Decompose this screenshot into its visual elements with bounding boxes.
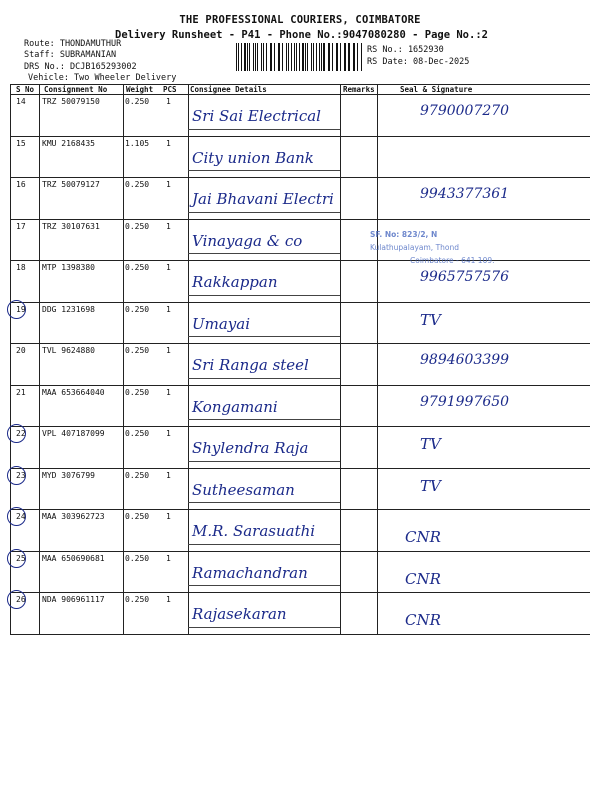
consignment-number: DDG 1231698 — [42, 304, 95, 314]
company-title: THE PROFESSIONAL COURIERS, COIMBATORE — [179, 14, 421, 26]
pieces-count: 1 — [166, 180, 171, 189]
consignee-name: Sri Sai Electrical — [192, 107, 321, 125]
serial-number: 26 — [16, 595, 26, 604]
table-row — [10, 220, 590, 262]
consignment-number: KMU 2168435 — [42, 138, 95, 148]
signature-text: 9894603399 — [420, 352, 510, 368]
pieces-count: 1 — [166, 221, 171, 231]
consignee-name: Rajasekaran — [192, 605, 287, 623]
col-header-remarks: Remarks — [343, 85, 375, 94]
pieces-count: 1 — [166, 553, 171, 563]
pieces-count: 1 — [166, 97, 171, 106]
consignee-name: Vinayaga & co — [192, 231, 303, 250]
weight-value: 0.250 — [125, 304, 150, 314]
pieces-count: 1 — [166, 346, 171, 355]
signature-text: 9790007270 — [420, 103, 510, 119]
weight-value: 0.250 — [125, 346, 150, 355]
serial-number: 14 — [16, 97, 26, 106]
serial-number: 19 — [16, 304, 26, 314]
consignment-number: MAA 650690681 — [42, 553, 105, 563]
stamp-line-1: SF. No: 823/2, N — [370, 230, 438, 239]
table-row — [10, 178, 590, 220]
col-header-consignee: Consignee Details — [190, 85, 267, 94]
weight-value: 0.250 — [125, 180, 150, 189]
drs-text: DRS No.: DCJB165293002 — [24, 62, 137, 72]
rs-date-text: RS Date: 08-Dec-2025 — [367, 57, 470, 67]
pieces-count: 1 — [166, 263, 171, 272]
serial-number: 25 — [16, 553, 26, 563]
serial-number: 20 — [16, 346, 26, 355]
serial-number: 22 — [16, 429, 26, 438]
consignment-number: MAA 653664040 — [42, 387, 105, 397]
table-row — [10, 303, 590, 345]
rs-no-text: RS No.: 1652930 — [367, 45, 444, 55]
signature-text: CNR — [405, 528, 441, 546]
consignment-number: TVL 9624880 — [42, 346, 95, 355]
consignee-name: Sutheesaman — [192, 480, 295, 499]
consignment-number: VPL 407187099 — [42, 429, 105, 438]
consignee-name: Kongamani — [192, 397, 278, 416]
consignment-number: NDA 906961117 — [42, 595, 105, 604]
consignee-name: Jai Bhavani Electri — [192, 190, 334, 208]
staff-text: Staff: SUBRAMANIAN — [24, 50, 117, 60]
pieces-count: 1 — [166, 512, 171, 521]
consignment-number: MAA 303962723 — [42, 512, 105, 521]
stamp-line-3: Coimbatore - 641 109. — [410, 256, 495, 265]
serial-number: 16 — [16, 180, 26, 189]
col-header-weight: Weight — [126, 85, 154, 94]
table-row — [10, 427, 590, 469]
vehicle-text: Vehicle: Two Wheeler Delivery — [28, 73, 177, 83]
consignee-name: Rakkappan — [192, 273, 278, 291]
col-header-consignment: Consignment No — [44, 85, 108, 94]
table-row — [10, 552, 590, 594]
consignee-name: Shylendra Raja — [192, 439, 309, 457]
weight-value: 0.250 — [125, 221, 150, 231]
weight-value: 0.250 — [125, 387, 150, 397]
signature-text: TV — [420, 310, 441, 329]
signature-text: 9965757576 — [420, 269, 510, 285]
stamp-line-2: Kulathupalayam, Thond — [370, 243, 460, 252]
weight-value: 0.250 — [125, 429, 150, 438]
serial-number: 24 — [16, 512, 26, 521]
barcode-image — [236, 43, 362, 71]
table-row — [10, 261, 590, 303]
table-row — [10, 469, 590, 511]
weight-value: 0.250 — [125, 595, 150, 604]
pieces-count: 1 — [166, 595, 171, 604]
serial-number: 17 — [16, 221, 26, 231]
pieces-count: 1 — [166, 470, 171, 480]
consignee-name: Ramachandran — [192, 563, 308, 582]
consignment-number: MYD 3076799 — [42, 470, 95, 480]
consignment-number: MTP 1398380 — [42, 263, 95, 272]
consignee-name: Umayai — [192, 314, 251, 333]
serial-number: 21 — [16, 387, 26, 397]
pieces-count: 1 — [166, 429, 171, 438]
consignee-name: M.R. Sarasuathi — [192, 522, 316, 540]
weight-value: 0.250 — [125, 470, 150, 480]
table-row — [10, 95, 590, 137]
consignee-name: Sri Ranga steel — [192, 356, 309, 374]
company-seal-stamp — [370, 228, 498, 280]
weight-value: 1.105 — [125, 138, 150, 148]
serial-number: 15 — [16, 138, 26, 148]
table-row — [10, 510, 590, 552]
consignment-number: TRZ 30107631 — [42, 221, 100, 231]
signature-text: CNR — [405, 569, 441, 588]
col-header-pcs: PCS — [163, 85, 177, 94]
pieces-count: 1 — [166, 387, 171, 397]
table-row — [10, 137, 590, 179]
consignee-name: City union Bank — [192, 148, 314, 167]
consignment-number: TRZ 50079150 — [42, 97, 100, 106]
signature-text: TV — [420, 435, 441, 453]
signature-text: CNR — [405, 611, 441, 629]
runsheet-line: Delivery Runsheet - P41 - Phone No.:9047080280 - Page No.:2 — [115, 29, 488, 41]
table-row — [10, 344, 590, 386]
col-header-signature: Seal & Signature — [400, 85, 473, 94]
signature-text: 9943377361 — [420, 186, 510, 202]
pieces-count: 1 — [166, 304, 171, 314]
table-row — [10, 593, 590, 635]
col-header-sno: S No — [16, 85, 35, 94]
serial-number: 23 — [16, 470, 26, 480]
route-text: Route: THONDAMUTHUR — [24, 39, 122, 49]
serial-number: 18 — [16, 263, 26, 272]
pieces-count: 1 — [166, 138, 171, 148]
consignment-number: TRZ 50079127 — [42, 180, 100, 189]
weight-value: 0.250 — [125, 97, 150, 106]
weight-value: 0.250 — [125, 553, 150, 563]
signature-text: TV — [420, 476, 441, 495]
signature-text: 9791997650 — [420, 393, 510, 410]
weight-value: 0.250 — [125, 263, 150, 272]
weight-value: 0.250 — [125, 512, 150, 521]
table-row — [10, 386, 590, 428]
